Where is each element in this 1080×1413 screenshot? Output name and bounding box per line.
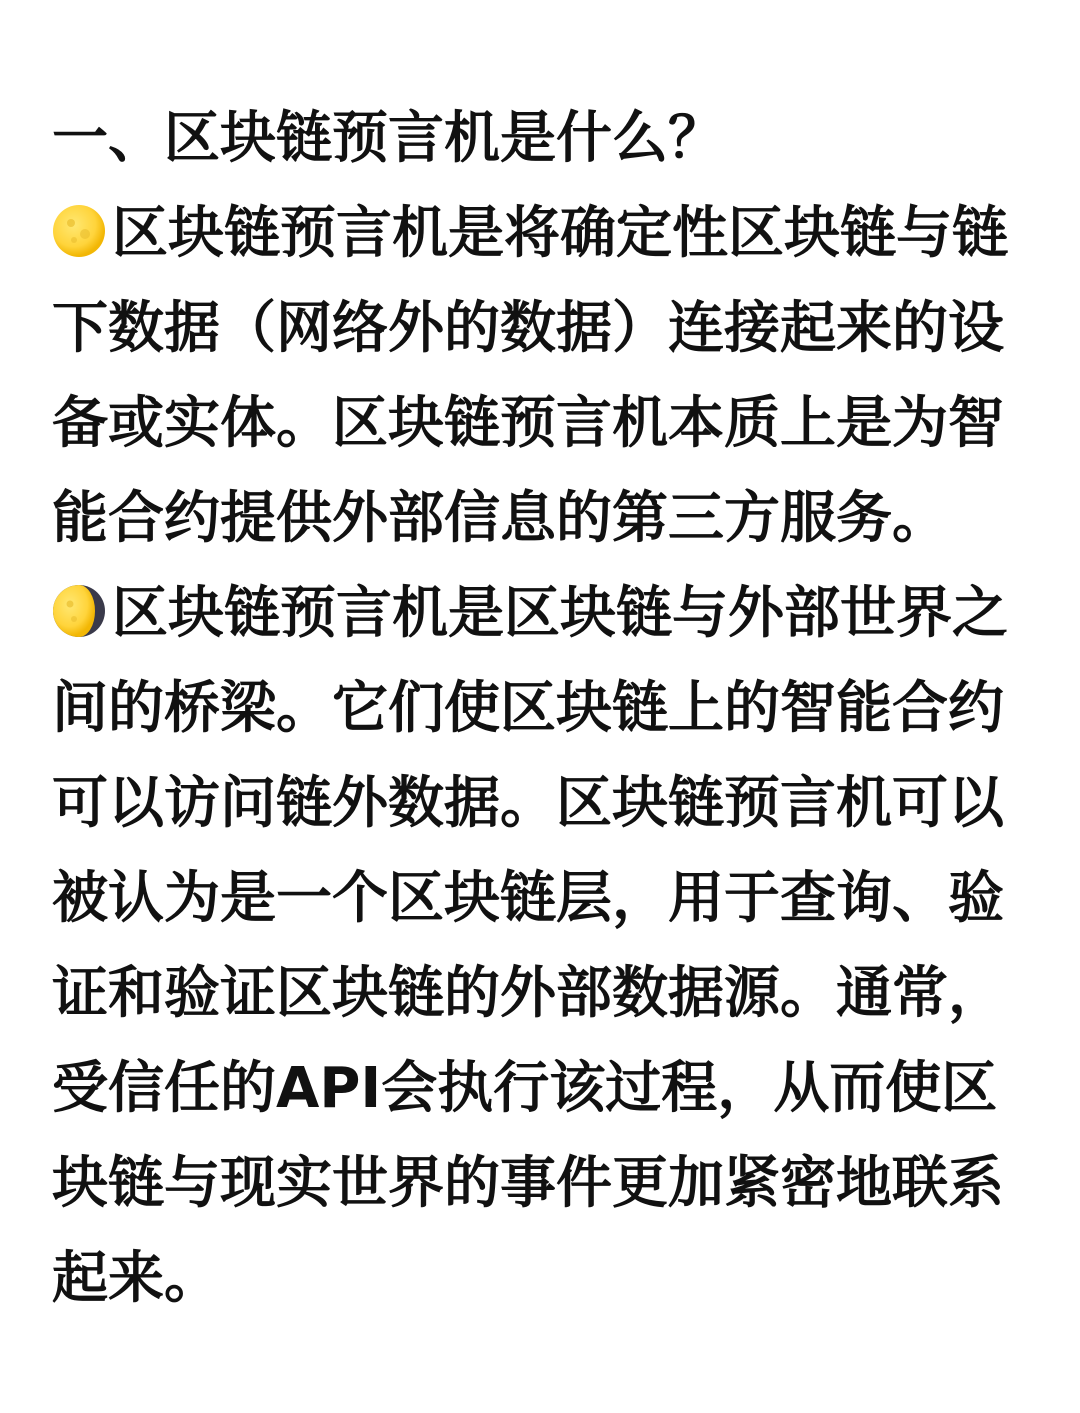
- paragraph-line-text: 区块链预言机是区块链与外部世界之: [112, 581, 1008, 646]
- paragraph-line: 能合约提供外部信息的第三方服务。: [52, 486, 948, 551]
- paragraph-line: 受信任的API会执行该过程，从而使区: [52, 1056, 998, 1121]
- paragraph-line: 证和验证区块链的外部数据源。通常，: [52, 961, 1004, 1026]
- paragraph-line: 备或实体。区块链预言机本质上是为智: [52, 391, 1004, 456]
- paragraph-line: [52, 186, 1042, 281]
- paragraph-2: [52, 566, 1042, 1326]
- paragraph-line: 可以访问链外数据。区块链预言机可以: [52, 771, 1004, 836]
- paragraph-line: 下数据（网络外的数据）连接起来的设: [52, 296, 1004, 361]
- section-heading: 一、区块链预言机是什么？: [52, 106, 724, 171]
- paragraph-1: [52, 186, 1042, 566]
- waning-gibbous-moon-icon: [52, 584, 106, 638]
- article: [52, 92, 1042, 1326]
- paragraph-line: 间的桥梁。它们使区块链上的智能合约: [52, 676, 1004, 741]
- paragraph-line: 起来。: [52, 1246, 220, 1311]
- paragraph-line: 被认为是一个区块链层，用于查询、验: [52, 866, 1004, 931]
- paragraph-line: [52, 566, 1042, 661]
- paragraph-line: 块链与现实世界的事件更加紧密地联系: [52, 1151, 1004, 1216]
- full-moon-icon: [52, 204, 106, 258]
- paragraph-line-text: 区块链预言机是将确定性区块链与链: [112, 201, 1008, 266]
